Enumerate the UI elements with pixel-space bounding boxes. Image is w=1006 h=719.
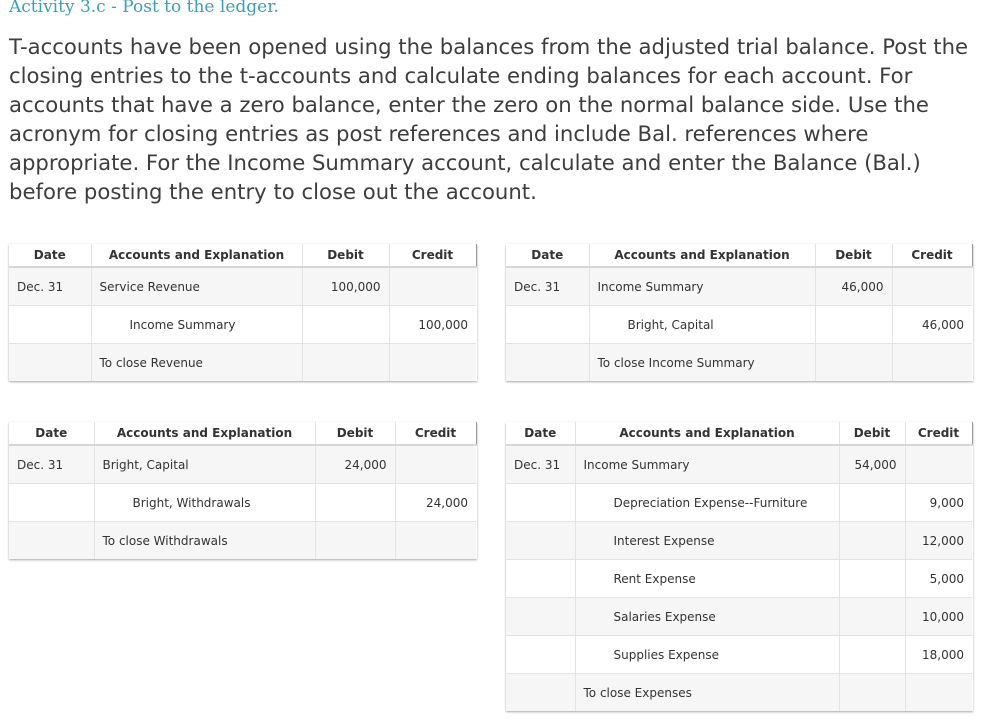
- date-header: Date: [506, 244, 589, 267]
- date-cell: [506, 674, 575, 712]
- debit-cell: [839, 598, 905, 636]
- account-cell: Bright, Capital: [94, 445, 315, 484]
- credit-header: Credit: [389, 244, 476, 267]
- credit-cell: 18,000: [905, 636, 972, 674]
- date-cell: [9, 484, 94, 522]
- debit-cell: [302, 306, 389, 344]
- date-cell: [506, 560, 575, 598]
- table-row: [9, 445, 476, 484]
- table-row: [506, 522, 972, 560]
- debit-cell: [839, 522, 905, 560]
- account-cell: Service Revenue: [91, 267, 302, 306]
- date-header: Date: [9, 422, 94, 445]
- table-row: [9, 267, 476, 306]
- debit-cell: [302, 344, 389, 382]
- account-cell: Income Summary: [575, 445, 839, 484]
- debit-cell: [839, 674, 905, 712]
- journal-entry-close-expenses: [506, 422, 973, 711]
- explanation-cell: To close Revenue: [91, 344, 302, 382]
- date-cell: [9, 344, 91, 382]
- accounts-header: Accounts and Explanation: [575, 422, 839, 445]
- account-cell: Rent Expense: [575, 560, 839, 598]
- table-row: [506, 344, 972, 382]
- debit-cell: [839, 484, 905, 522]
- debit-cell: 46,000: [815, 267, 892, 306]
- credit-header: Credit: [892, 244, 972, 267]
- instructions-text: T-accounts have been opened using the balances from the adjusted trial balance. Post the closing entries to the t-accounts and calculate ending balances for each account. For accounts that have a zero balance, enter the zero on the normal balance side. Use the acronym for closing entries as post references and include Bal. references where appropriate. For the Income Summary account, calculate and enter the Balance (Bal.) before posting the entry to close out the account.: [9, 34, 969, 204]
- table-row: [9, 306, 476, 344]
- table-row: [506, 306, 972, 344]
- explanation-cell: To close Income Summary: [589, 344, 815, 382]
- table-row: [506, 445, 972, 484]
- date-cell: [506, 306, 589, 344]
- credit-cell: [395, 445, 476, 484]
- credit-header: Credit: [395, 422, 476, 445]
- debit-cell: 24,000: [315, 445, 395, 484]
- credit-cell: 12,000: [905, 522, 972, 560]
- debit-cell: [839, 560, 905, 598]
- credit-cell: [892, 267, 972, 306]
- table-row: [9, 522, 476, 560]
- table-row: [506, 484, 972, 522]
- journal-entry-close-income-summary: [506, 244, 973, 381]
- credit-cell: [905, 674, 972, 712]
- debit-header: Debit: [302, 244, 389, 267]
- credit-cell: 10,000: [905, 598, 972, 636]
- account-cell: Interest Expense: [575, 522, 839, 560]
- table-row: [506, 560, 972, 598]
- date-cell: [9, 306, 91, 344]
- table-row: [506, 598, 972, 636]
- date-cell: [506, 522, 575, 560]
- credit-cell: [389, 267, 476, 306]
- debit-cell: [815, 306, 892, 344]
- accounts-header: Accounts and Explanation: [589, 244, 815, 267]
- date-cell: [9, 522, 94, 560]
- credit-cell: 46,000: [892, 306, 972, 344]
- debit-cell: [839, 636, 905, 674]
- debit-header: Debit: [839, 422, 905, 445]
- table-row: [506, 674, 972, 712]
- date-header: Date: [9, 244, 91, 267]
- table-row: [9, 344, 476, 382]
- date-header: Date: [506, 422, 575, 445]
- date-cell: [506, 636, 575, 674]
- accounts-header: Accounts and Explanation: [91, 244, 302, 267]
- explanation-cell: To close Withdrawals: [94, 522, 315, 560]
- explanation-cell: To close Expenses: [575, 674, 839, 712]
- credit-cell: [905, 445, 972, 484]
- journal-entry-close-withdrawals: [9, 422, 477, 559]
- journal-entry-close-revenue: [9, 244, 477, 381]
- credit-cell: [395, 522, 476, 560]
- date-cell: Dec. 31: [9, 267, 91, 306]
- debit-cell: 100,000: [302, 267, 389, 306]
- table-row: [9, 484, 476, 522]
- debit-header: Debit: [315, 422, 395, 445]
- account-cell: Depreciation Expense--Furniture: [575, 484, 839, 522]
- credit-cell: [389, 344, 476, 382]
- credit-cell: 100,000: [389, 306, 476, 344]
- account-cell: Bright, Withdrawals: [94, 484, 315, 522]
- date-cell: Dec. 31: [9, 445, 94, 484]
- date-cell: Dec. 31: [506, 445, 575, 484]
- account-cell: Supplies Expense: [575, 636, 839, 674]
- date-cell: [506, 598, 575, 636]
- credit-cell: 5,000: [905, 560, 972, 598]
- debit-header: Debit: [815, 244, 892, 267]
- credit-cell: [892, 344, 972, 382]
- date-cell: [506, 344, 589, 382]
- date-cell: Dec. 31: [506, 267, 589, 306]
- debit-cell: 54,000: [839, 445, 905, 484]
- account-cell: Salaries Expense: [575, 598, 839, 636]
- accounts-header: Accounts and Explanation: [94, 422, 315, 445]
- debit-cell: [315, 484, 395, 522]
- credit-cell: 9,000: [905, 484, 972, 522]
- account-cell: Bright, Capital: [589, 306, 815, 344]
- account-cell: Income Summary: [91, 306, 302, 344]
- credit-header: Credit: [905, 422, 972, 445]
- debit-cell: [815, 344, 892, 382]
- debit-cell: [315, 522, 395, 560]
- date-cell: [506, 484, 575, 522]
- account-cell: Income Summary: [589, 267, 815, 306]
- credit-cell: 24,000: [395, 484, 476, 522]
- activity-title: Activity 3.c - Post to the ledger.: [9, 0, 279, 17]
- table-row: [506, 267, 972, 306]
- table-row: [506, 636, 972, 674]
